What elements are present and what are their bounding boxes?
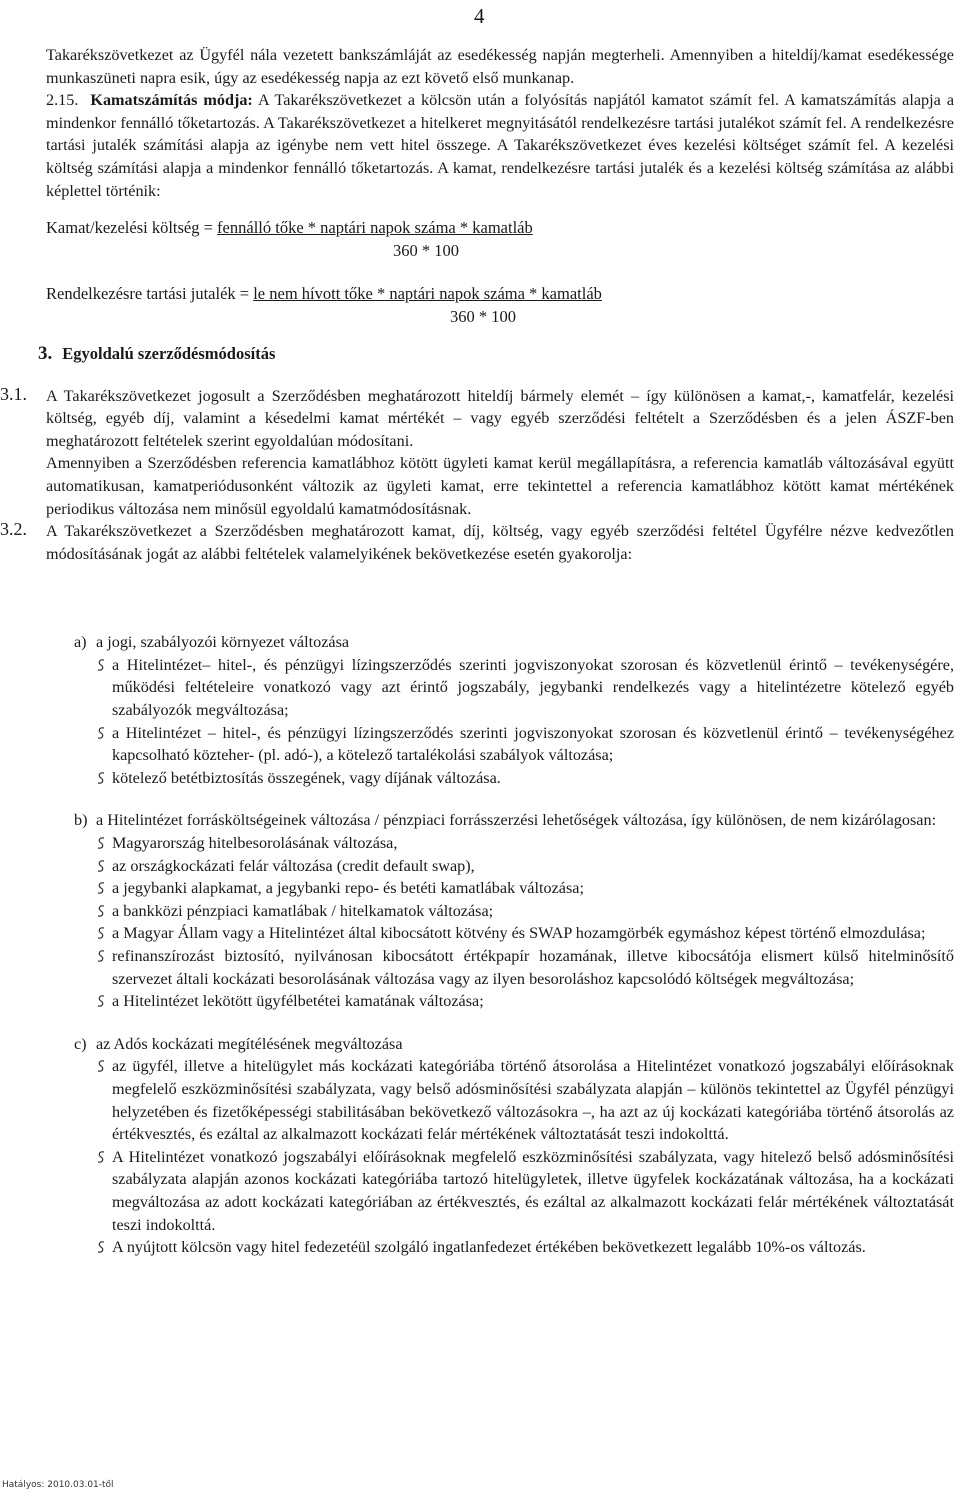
section-2-15-number: 2.15.	[46, 91, 79, 110]
section-3-2-number: 3.2.	[0, 519, 27, 540]
list-item: a Magyar Állam vagy a Hitelintézet által kibocsátott kötvény és SWAP hozamgörbék egymáshoz képest történő elmozdulása;	[96, 922, 954, 945]
section-3-2	[0, 519, 954, 565]
bullet-icon	[96, 726, 106, 740]
section-3-1	[0, 383, 954, 521]
list-item: a Hitelintézet– hitel-, és pénzügyi lízingszerződés szerinti jogviszonyokat szorosan és közvetlenül érintő – tevékenységére, működési feltételeire vonatkozó vagy azt érintő jogszabály, jegybanki rendelkezés vagy a hitelintézetre kötelező egyéb szabályozók megváltozása;	[96, 654, 954, 722]
list-item: a Hitelintézet lekötött ügyfélbetétei kamatának változása;	[96, 990, 954, 1013]
bullet-icon	[96, 1059, 106, 1073]
list-item: a jegybanki alapkamat, a jegybanki repo- és betéti kamatlábak változása;	[96, 877, 954, 900]
section-3-1-text: A Takarékszövetkezet jogosult a Szerződésben meghatározott hiteldíj bármely elemét – így különösen a kamat,-, kamatfelár, kezelési költség, egyéb díj, valamint a késedelmi kamat mértékét – vagy egyéb szerződési feltételt a Szerződésben és a jelen ÁSZF-ben meghatározott feltételek szerint egyoldalúan módosítani.	[46, 386, 954, 450]
bullet-icon	[96, 949, 106, 963]
section-3-number: 3.	[38, 342, 53, 364]
list-b-letter: b)	[74, 811, 88, 830]
formula-commitment	[46, 283, 954, 328]
formula-commitment-denominator: 360 * 100	[450, 306, 516, 326]
formula-commitment-numerator: le nem hívott tőke * naptári napok száma * kamatláb	[253, 284, 602, 304]
formula-interest-numerator: fennálló tőke * naptári napok száma * kamatláb	[217, 218, 533, 238]
section-3-heading	[38, 343, 954, 365]
list-item: az országkockázati felár változása (credit default swap),	[96, 855, 954, 878]
formula-commitment-label: Rendelkezésre tartási jutalék =	[46, 284, 254, 304]
list-c-items	[96, 1055, 954, 1258]
list-item: a Hitelintézet – hitel-, és pénzügyi lízingszerződés szerinti jogviszonyokat szorosan és közvetlenül érintő – tevékenységéhez kapcsolható közteher- (pl. adó-), a kötelező tartalékolási szabályok változása;	[96, 722, 954, 767]
section-3-2-text: A Takarékszövetkezet a Szerződésben meghatározott kamat, díj, költség, vagy egyéb szerződési feltétel Ügyfélre nézve kedvezőtlen módosításának jogát az alábbi feltételek valamelyikének bekövetkezése esetén gyakorolja:	[46, 522, 954, 563]
bullet-icon	[96, 859, 106, 873]
bullet-icon	[96, 1240, 106, 1254]
bullet-icon	[96, 1150, 106, 1164]
list-item: A Hitelintézet vonatkozó jogszabályi előírásoknak megfelelő eszközminősítési szabályzata, vagy hitelező belső adósminősítési szabályzata alapján azonos kockázati kategóriába tartozó hitelügyletek, illetve ügyfelek kockázatának változása, ha a kockázati megváltozása az adott kockázati kategóriában az értékvesztés, és ezáltal az alkalmazott kockázati felár mértékének változtatását teszi indokolttá.	[96, 1146, 954, 1236]
bullet-icon	[96, 994, 106, 1008]
footer-effective-date: Hatályos: 2010.03.01-től	[2, 1480, 114, 1490]
list-item: az ügyfél, illetve a hitelügylet más kockázati kategóriába történő átsorolása a Hitelintézet vonatkozó jogszabályi előírásoknak megfelelő eszközminősítési szabályzata, vagy belső adósminősítési szabályzata alapján – különös tekintettel az Ügyfél pénzügyi helyzetében és fizetőképességi stabilitásában bekövetkező változásokra –, ha azt az új kockázati kategóriába történő átsorolás az értékvesztés, és ezáltal az alkalmazott kockázati felár mértékének változtatását teszi indokolttá.	[96, 1055, 954, 1145]
section-3-1-number: 3.1.	[0, 383, 27, 404]
page-number: 4	[474, 4, 485, 28]
bullet-icon	[96, 926, 106, 940]
section-3-title: Egyoldalú szerződésmódosítás	[62, 343, 276, 363]
list-item: kötelező betétbiztosítás összegének, vagy díjának változása.	[96, 767, 954, 790]
list-c	[74, 1033, 954, 1259]
formula-interest-denominator: 360 * 100	[393, 240, 459, 260]
section-2-15	[46, 89, 954, 202]
list-a	[74, 631, 954, 789]
document-body	[0, 44, 955, 1259]
list-c-letter: c)	[74, 1034, 87, 1053]
list-item: refinanszírozást biztosító, nyilvánosan kibocsátott értékpapír hozamának, illetve kibocsátója elismert külső hitelminősítő szervezet általi kockázati besorolásának változása vagy az ilyen besoroláshoz kapcsolódó költségek megváltozása;	[96, 945, 954, 990]
bullet-icon	[96, 658, 106, 672]
list-a-letter: a)	[74, 633, 87, 652]
list-c-heading: az Adós kockázati megítélésének megváltozása	[96, 1034, 403, 1053]
bullet-icon	[96, 771, 106, 785]
intro-paragraph: Takarékszövetkezet az Ügyfél nála vezetett bankszámláját az esedékesség napján megterheli. Amennyiben a hiteldíj/kamat esedékessége munkaszüneti napra esik, úgy az esedékesség napja az ezt követő első munkanap.	[46, 46, 954, 87]
bullet-icon	[96, 904, 106, 918]
bullet-icon	[96, 836, 106, 850]
bullet-icon	[96, 881, 106, 895]
list-a-heading: a jogi, szabályozói környezet változása	[96, 633, 350, 652]
list-b-items	[96, 832, 954, 1013]
formula-interest	[46, 217, 954, 262]
list-b-heading: a Hitelintézet forrásköltségeinek változása / pénzpiaci forrásszerzési lehetőségek változása, így különösen, de nem kizárólagosan:	[96, 811, 937, 830]
list-item: a bankközi pénzpiaci kamatlábak / hitelkamatok változása;	[96, 900, 954, 923]
section-2-15-title: Kamatszámítás módja:	[90, 91, 253, 110]
list-a-items	[96, 654, 954, 790]
list-item: Magyarország hitelbesorolásának változása,	[96, 832, 954, 855]
list-item: A nyújtott kölcsön vagy hitel fedezetéül szolgáló ingatlanfedezet értékében bekövetkezett legalább 10%-os változás.	[96, 1236, 954, 1259]
section-2-15-text: A Takarékszövetkezet a kölcsön után a folyósítás napjától kamatot számít fel. A kamatszámítás alapja a mindenkor fennálló tőketartozás. A Takarékszövetkezet a hitelkeret megnyitásától rendelkezésre tartási jutalékot számít fel. A rendelkezésre tartási jutalék számítási alapja az igénybe nem vett hitel összege. A Takarékszövetkezet éves kezelési költséget számít fel. A kezelési költség számítási alapja a mindenkor fennálló tőketartozás. A kamat, rendelkezésre tartási jutalék és a kezelési költség számítása az alábbi képlettel történik:	[46, 91, 955, 200]
section-3-1-text-2: Amennyiben a Szerződésben referencia kamatlábhoz kötött ügyleti kamat kerül megállapításra, a referencia kamatláb változásával együtt automatikusan, kamatperiódusonként változik az ügyleti kamat, erre tekintettel a referencia kamatlábhoz kötött kamat mértékének periodikus változása nem minősül egyoldalú kamatmódosításnak.	[46, 454, 954, 518]
formula-interest-label: Kamat/kezelési költség =	[46, 218, 218, 238]
list-b	[74, 809, 954, 1012]
